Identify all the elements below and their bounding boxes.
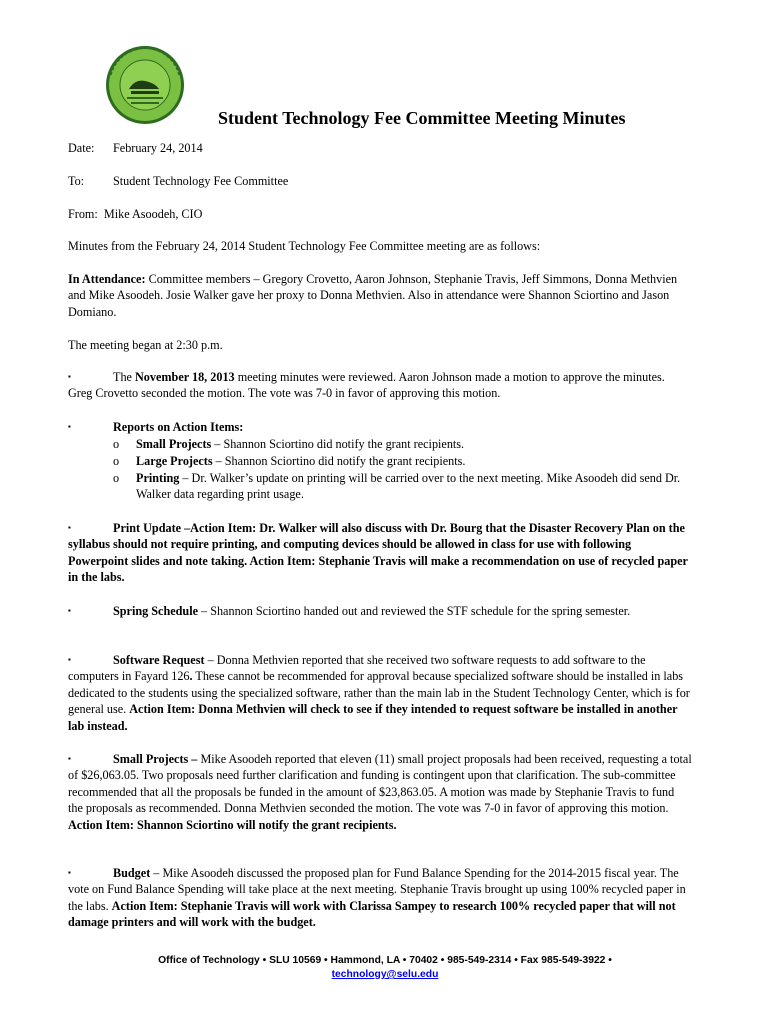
circle-bullet-icon: o (113, 471, 120, 485)
print-update-item: ▪ Print Update –Action Item: Dr. Walker will also discuss with Dr. Bourg that the Disaster Recovery Plan on the syllabus should not require printing, and computing devices should be allowed in class for use with following Powerpoint slides and note taking. Action Item: Stephanie Travis will make a recommendation on use of recycled paper in the labs. (68, 521, 688, 585)
budget-item: ▪ Budget – Mike Asoodeh discussed the proposed plan for Fund Balance Spending for the 2014-2015 fiscal year. The vote on Fund Balance Spending will take place at the next meeting. Stephanie Travis brought up using 100% recycled paper in the labs. Action Item: Stephanie Travis will work with Clarissa Sampey to research 100% recycled paper that will not damage printers and will work with the budget. (68, 866, 686, 930)
sub-item-printing: o Printing – Dr. Walker’s update on printing will be carried over to the next meeting. Mike Asoodeh did send Dr. Walker data regarding print usage. (113, 471, 681, 502)
attendance-text: Committee members – Gregory Crovetto, Aaron Johnson, Stephanie Travis, Jeff Simmons, Donna Methvien and Mike Asoodeh. Josie Walker gave her proxy to Donna Methvien. Also in attendance were Shannon Sciortino and Jason Domiano. (68, 272, 678, 319)
document-title: Student Technology Fee Committee Meeting Minutes (218, 108, 626, 128)
attendance-label: In Attendance: (68, 272, 146, 286)
committee-seal-icon (105, 45, 185, 125)
action-item: Action Item: Donna Methvien will check to see if they intended to request software be installed in another lab instead. (68, 702, 678, 733)
to-line (68, 173, 288, 189)
bullet-icon: ▪ (68, 754, 71, 763)
from-label: From: (68, 207, 98, 221)
from-line (68, 206, 202, 222)
bullet-icon: ▪ (68, 655, 71, 664)
bullet-icon: ▪ (68, 868, 71, 877)
footer-contact: Office of Technology • SLU 10569 • Hammond, LA • 70402 • 985-549-2314 • Fax 985-549-3922 • (158, 955, 612, 966)
sub-item-small-projects: o Small Projects – Shannon Sciortino did notify the grant recipients. (113, 437, 465, 451)
attendance-paragraph (68, 271, 692, 320)
footer-email-link[interactable]: technology@selu.edu (331, 969, 439, 980)
date-label: Date: (68, 141, 95, 155)
to-label: To: (68, 174, 85, 188)
bullet-icon: ▪ (68, 422, 71, 431)
from-value: Mike Asoodeh, CIO (103, 207, 203, 221)
minutes-date: November 18, 2013 (135, 370, 235, 384)
action-reports-heading: Reports on Action Items: (113, 420, 244, 434)
start-time: The meeting began at 2:30 p.m. (68, 338, 223, 352)
intro-paragraph: Minutes from the February 24, 2014 Student Technology Fee Committee meeting are as follows: (68, 239, 541, 253)
circle-bullet-icon: o (113, 454, 120, 468)
small-projects-item: ▪ Small Projects – Mike Asoodeh reported that eleven (11) small project proposals had been received, requesting a total of $26,063.05. Two proposals need further clarification and funding is contingent upon that clarification. The sub-committee recommended that all the proposals be funded in the amount of $23,863.05. A motion was made by Stephanie Travis to fund the proposals as recommended. Donna Methvien seconded the motion. The vote was 7-0 in favor of approving this motion. Action Item: Shannon Sciortino will notify the grant recipients. (68, 752, 692, 832)
action-item: Action Item: Shannon Sciortino will notify the grant recipients. (68, 817, 397, 832)
date-value: February 24, 2014 (113, 141, 203, 155)
to-value: Student Technology Fee Committee (113, 174, 289, 188)
footer (0, 954, 770, 982)
bullet-icon: ▪ (68, 606, 71, 615)
spring-schedule-item: ▪ Spring Schedule – Shannon Sciortino handed out and reviewed the STF schedule for the spring semester. (68, 604, 631, 618)
action-item: Action Item: Stephanie Travis will work with Clarissa Sampey to research 100% recycled paper that will not damage printers and will work with the budget. (68, 898, 676, 930)
sub-item-large-projects: o Large Projects – Shannon Sciortino did notify the grant recipients. (113, 454, 466, 468)
bullet-icon: ▪ (68, 523, 71, 532)
circle-bullet-icon: o (113, 437, 120, 451)
minutes-review-item: ▪ The November 18, 2013 meeting minutes were reviewed. Aaron Johnson made a motion to approve the minutes. Greg Crovetto seconded the motion. The vote was 7-0 in favor of approving this motion. (68, 370, 665, 401)
date-line (68, 140, 203, 156)
action-reports-item (68, 419, 692, 435)
bullet-icon: ▪ (68, 372, 71, 381)
software-request-item: ▪ Software Request – Donna Methvien reported that she received two software requests to add software to the computers in Fayard 126. These cannot be recommended for approval because specialized software should be installed in labs dedicated to the students using the specialized software, rather than the main lab in the Student Technology Center, which is for general use. Action Item: Donna Methvien will check to see if they intended to request software be installed in another lab instead. (68, 653, 690, 733)
